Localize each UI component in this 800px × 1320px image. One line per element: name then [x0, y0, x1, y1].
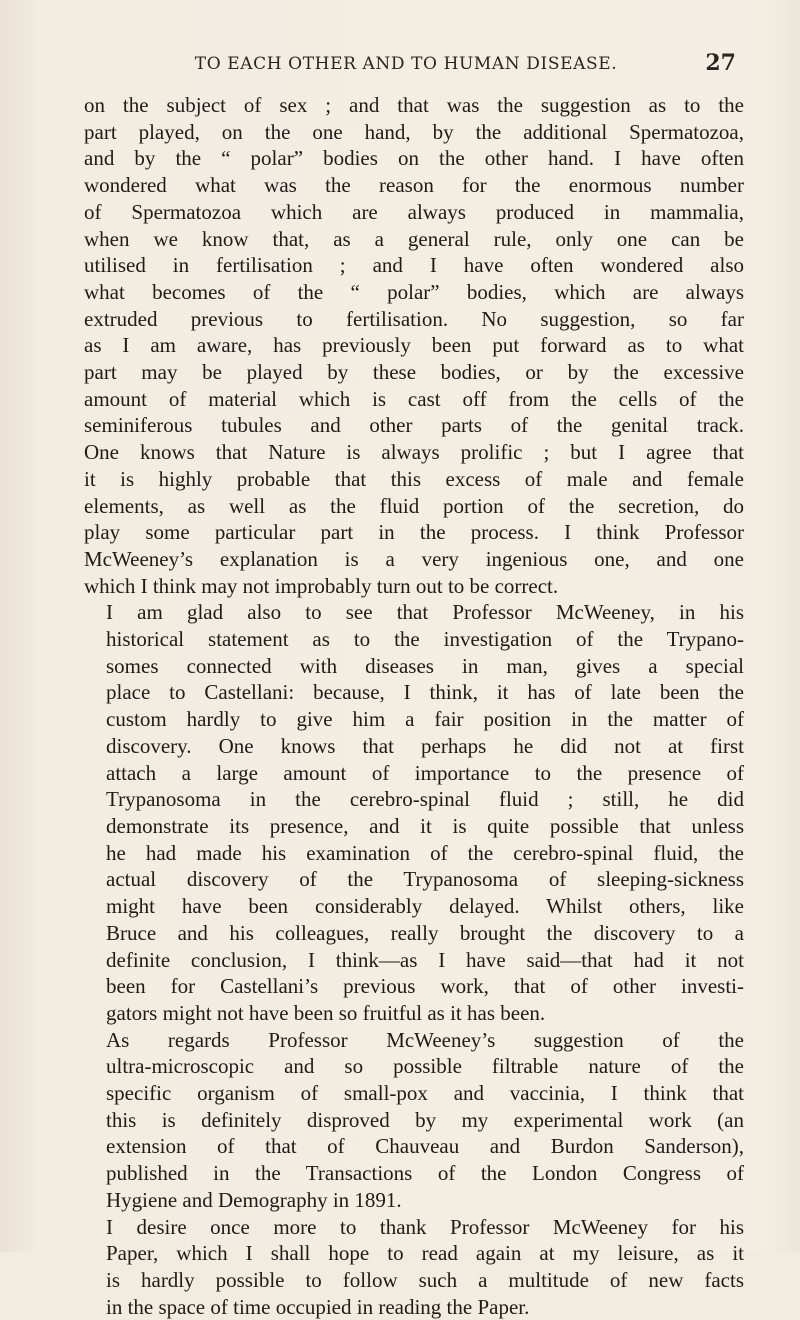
text-line: Trypanosoma in the cerebro-spinal fluid ; still, he did: [106, 787, 744, 812]
text-line: of Spermatozoa which are always produced in mammalia,: [84, 199, 744, 224]
text-line: extruded previous to fertilisation. No suggestion, so far: [84, 306, 744, 331]
text-line: discovery. One knows that perhaps he did not at first: [106, 733, 744, 758]
text-line: which I think may not improbably turn out to be correct.: [84, 573, 559, 598]
body-text: [84, 92, 744, 1320]
paragraph: [84, 599, 744, 1026]
text-line: Hygiene and Demography in 1891.: [106, 1187, 402, 1212]
text-line: he had made his examination of the cerebro-spinal fluid, the: [106, 840, 744, 865]
text-line: this is definitely disproved by my experimental work (an: [106, 1107, 744, 1132]
paragraph: [84, 1027, 744, 1214]
text-line: definite conclusion, I think—as I have said—that had it not: [106, 947, 744, 972]
text-line: wondered what was the reason for the enormous number: [84, 173, 744, 198]
page-number: 27: [705, 50, 736, 76]
text-line: might have been considerably delayed. Whilst others, like: [106, 894, 744, 919]
running-head: TO EACH OTHER AND TO HUMAN DISEASE.: [194, 54, 618, 74]
text-line: amount of material which is cast off from the cells of the: [84, 386, 744, 411]
text-line: Paper, which I shall hope to read again at my leisure, as it: [106, 1241, 744, 1266]
text-line: custom hardly to give him a fair position in the matter of: [106, 707, 744, 732]
text-line: published in the Transactions of the London Congress of: [106, 1161, 744, 1186]
text-line: and by the “ polar” bodies on the other hand. I have often: [84, 146, 744, 171]
text-line: demonstrate its presence, and it is quite possible that unless: [106, 813, 744, 838]
text-line: in the space of time occupied in reading the Paper.: [106, 1294, 530, 1319]
text-line: As regards Professor McWeeney’s suggestion of the: [106, 1027, 744, 1052]
text-line: specific organism of small-pox and vaccinia, I think that: [106, 1081, 744, 1106]
paragraph: [84, 1214, 744, 1320]
text-line: part played, on the one hand, by the additional Spermatozoa,: [84, 119, 744, 144]
text-line: been for Castellani’s previous work, that of other investi-: [106, 974, 744, 999]
text-line: it is highly probable that this excess of male and female: [84, 466, 744, 491]
text-line: gators might not have been so fruitful as it has been.: [106, 1000, 546, 1025]
paragraph: [84, 92, 744, 599]
text-line: play some particular part in the process. I think Professor: [84, 520, 744, 545]
text-line: attach a large amount of importance to the presence of: [106, 760, 744, 785]
text-line: elements, as well as the fluid portion of the secretion, do: [84, 493, 744, 518]
text-line: McWeeney’s explanation is a very ingenious one, and one: [84, 546, 744, 571]
page-header: [76, 52, 736, 80]
text-line: I am glad also to see that Professor McWeeney, in his: [106, 600, 744, 625]
text-line: One knows that Nature is always prolific ; but I agree that: [84, 440, 744, 465]
text-line: when we know that, as a general rule, only one can be: [84, 226, 744, 251]
text-line: seminiferous tubules and other parts of the genital track.: [84, 413, 744, 438]
text-line: on the subject of sex ; and that was the suggestion as to the: [84, 93, 744, 117]
text-line: as I am aware, has previously been put forward as to what: [84, 333, 744, 358]
text-line: what becomes of the “ polar” bodies, which are always: [84, 279, 744, 304]
text-line: I desire once more to thank Professor McWeeney for his: [106, 1214, 744, 1239]
text-line: utilised in fertilisation ; and I have often wondered also: [84, 253, 744, 278]
text-line: place to Castellani: because, I think, it has of late been the: [106, 680, 744, 705]
text-line: extension of that of Chauveau and Burdon Sanderson),: [106, 1134, 744, 1159]
text-line: historical statement as to the investigation of the Trypano-: [106, 627, 744, 652]
text-line: somes connected with diseases in man, gives a special: [106, 653, 744, 678]
text-line: Bruce and his colleagues, really brought the discovery to a: [106, 920, 744, 945]
text-line: is hardly possible to follow such a multitude of new facts: [106, 1267, 744, 1292]
text-line: part may be played by these bodies, or by the excessive: [84, 360, 744, 385]
text-line: actual discovery of the Trypanosoma of sleeping-sickness: [106, 867, 744, 892]
text-line: ultra-microscopic and so possible filtrable nature of the: [106, 1054, 744, 1079]
